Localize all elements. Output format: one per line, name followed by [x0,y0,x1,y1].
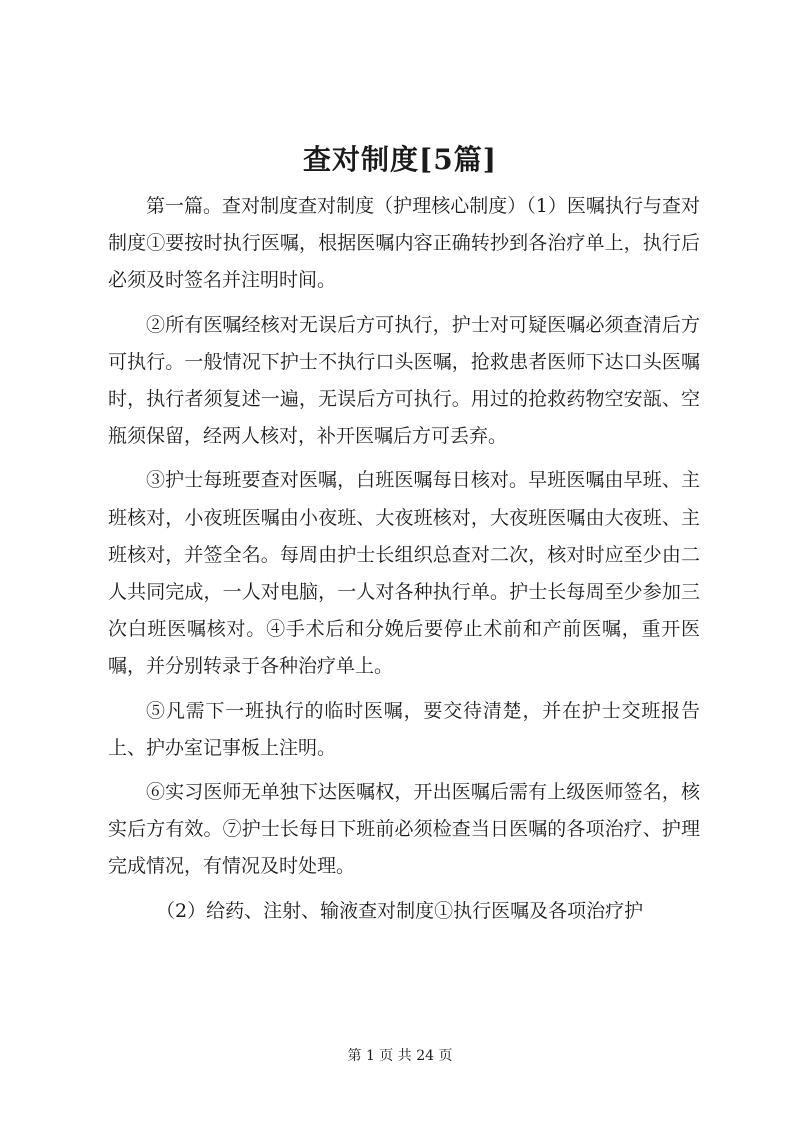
paragraph-2: ②所有医嘱经核对无误后方可执行，护士对可疑医嘱必须查清后方可执行。一般情况下护士不执行口头医嘱，抢救患者医师下达口头医嘱时，执行者须复述一遍，无误后方可执行。用过的抢救药物空安瓿、空瓶须保留，经两人核对，补开医嘱后方可丢弃。 [108,313,700,448]
paragraph-6: （2）给药、注射、输液查对制度①执行医嘱及各项治疗护 [156,899,644,922]
paragraph-1: 第一篇。查对制度查对制度（护理核心制度）（1）医嘱执行与查对制度①要按时执行医嘱，根据医嘱内容正确转抄到各治疗单上，执行后必须及时签名并注明时间。 [108,195,700,292]
paragraph-4: ⑤凡需下一班执行的临时医嘱，要交待清楚，并在护士交班报告上、护办室记事板上注明。 [108,699,700,759]
page-number-footer: 第 1 页 共 24 页 [347,1048,453,1064]
document-title: 查对制度[5篇] [303,143,497,176]
paragraph-5: ⑥实习医师无单独下达医嘱权，开出医嘱后需有上级医师签名，核实后方有效。⑦护士长每日下班前必须检查当日医嘱的各项治疗、护理完成情况，有情况及时处理。 [108,781,700,878]
paragraph-3: ③护士每班要查对医嘱，白班医嘱每日核对。早班医嘱由早班、主班核对，小夜班医嘱由小夜班、大夜班核对，大夜班医嘱由大夜班、主班核对，并签全名。每周由护士长组织总查对二次，核对时应至少由二人共同完成，一人对电脑，一人对各种执行单。护士长每周至少参加三次白班医嘱核对。④手术后和分娩后要停止术前和产前医嘱，重开医嘱，并分别转录于各种治疗单上。 [108,469,700,678]
document-body [108,188,700,930]
